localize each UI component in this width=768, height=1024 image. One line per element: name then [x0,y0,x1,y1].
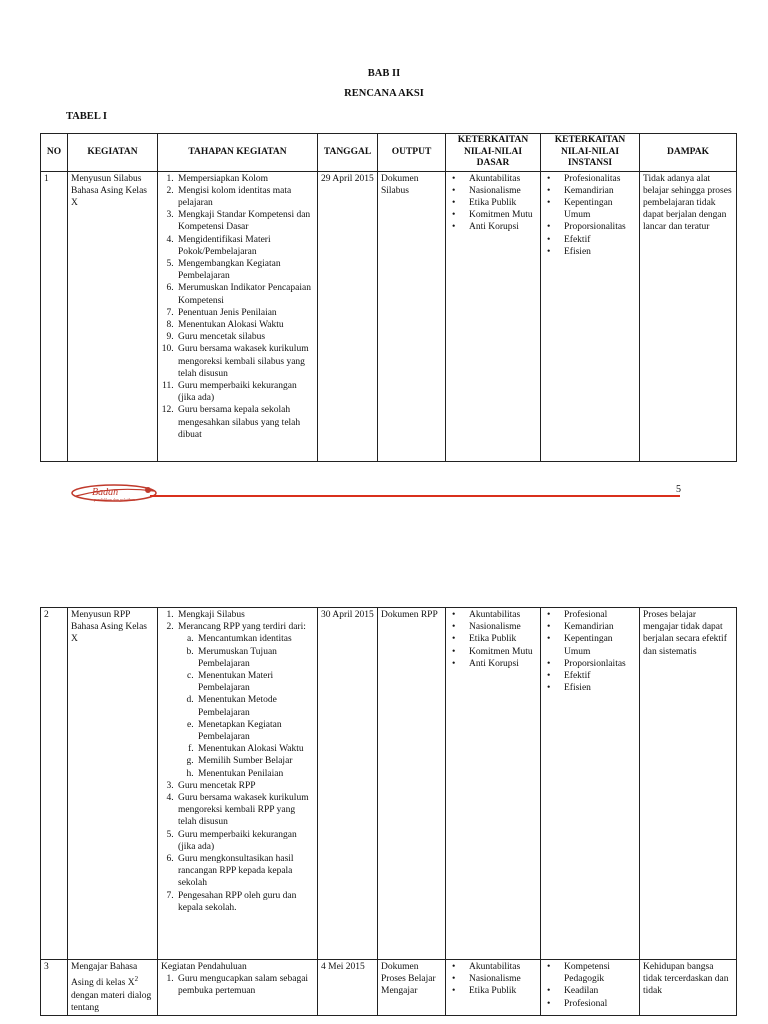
kegiatan-cell: Menyusun RPP Bahasa Asing Kelas X [68,608,158,960]
row-number: 1 [41,171,68,461]
row-number: 2 [41,608,68,960]
col-output: OUTPUT [378,134,446,172]
list-item: 3. Mengkaji Standar Kompetensi dan Kompetensi Dasar [176,209,314,233]
dampak-cell: Proses belajar mengajar tidak dapat berjalan secara efektif dan sistematis [640,608,737,960]
table-row [41,608,737,960]
action-plan-table [40,133,737,462]
list-item: 6. Guru mengkonsultasikan hasil rancangan RPP kepada kepala sekolah [176,853,314,890]
output-cell: Dokumen Silabus [378,171,446,461]
list-item: • Efektif [544,234,636,246]
nilai-dasar-list [449,609,537,670]
tanggal-cell: 29 April 2015 [318,171,378,461]
list-item: 1. Mempersiapkan Kolom [176,173,314,185]
list-item: • Profesional [544,609,636,621]
list-item: d. Menentukan Metode Pembelajaran [196,694,314,718]
list-item: • Akuntabilitas [449,609,537,621]
step-list [161,973,314,997]
kegiatan-text-rest: dengan materi dialog tentang [71,990,152,1013]
nilai-dasar-list [449,173,537,234]
nilai-dasar-cell [446,608,541,960]
action-plan-table-continued [40,607,737,1016]
page-title: RENCANA AKSI [344,88,424,99]
list-item: c. Menentukan Materi Pembelajaran [196,670,314,694]
substep-list [178,633,314,779]
dampak-cell: Kehidupan bangsa tidak tercerdaskan dan tidak [640,960,737,1016]
list-item: • Nasionalisme [449,185,537,197]
kegiatan-superscript: 2 [134,975,139,984]
list-item: • Profesional [544,998,636,1010]
list-item: 9. Guru mencetak silabus [176,331,314,343]
step-list [161,173,314,441]
footer-rule [150,495,680,497]
list-item: • Efisien [544,246,636,258]
tahapan-cell [158,608,318,960]
col-nilai-instansi: KETERKAITAN NILAI-NILAI INSTANSI [541,134,640,172]
nilai-dasar-list [449,961,537,998]
tanggal-cell: 4 Mei 2015 [318,960,378,1016]
list-item: • Keadilan [544,985,636,997]
kegiatan-cell: Menyusun Silabus Bahasa Asing Kelas X [68,171,158,461]
list-item: b. Merumuskan Tujuan Pembelajaran [196,646,314,670]
list-item: 10. Guru bersama wakasek kurikulum mengoreksi kembali silabus yang telah disusun [176,343,314,380]
output-cell: Dokumen RPP [378,608,446,960]
list-item: • Etika Publik [449,633,537,645]
col-tahapan: TAHAPAN KEGIATAN [158,134,318,172]
list-item: • Komitmen Mutu [449,646,537,658]
tahapan-cell [158,960,318,1016]
list-item: 2. Mengisi kolom identitas mata pelajaran [176,185,314,209]
list-item: • Etika Publik [449,985,537,997]
table-label: TABEL I [66,111,107,122]
row-number: 3 [41,960,68,1016]
step-list [161,609,314,914]
list-item-label: Merancang RPP yang terdiri dari: [178,622,306,633]
list-item: e. Menetapkan Kegiatan Pembelajaran [196,719,314,743]
nilai-instansi-cell [541,171,640,461]
list-item: h. Menentukan Penilaian [196,768,314,780]
list-item: 11. Guru memperbaiki kekurangan (jika ada) [176,380,314,404]
list-item [176,621,314,780]
list-item: • Proporsionlaitas [544,658,636,670]
list-item: 8. Menentukan Alokasi Waktu [176,319,314,331]
list-item: 4. Guru bersama wakasek kurikulum mengoreksi kembali RPP yang telah disusun [176,792,314,829]
list-item: 6. Merumuskan Indikator Pencapaian Kompetensi [176,282,314,306]
list-item: f. Menentukan Alokasi Waktu [196,743,314,755]
list-item: g. Memilih Sumber Belajar [196,755,314,767]
list-item: 7. Pengesahan RPP oleh guru dan kepala sekolah. [176,890,314,914]
logo-text: Badan [92,487,119,498]
kegiatan-cell [68,960,158,1016]
nilai-instansi-list [544,961,636,1010]
col-kegiatan: KEGIATAN [68,134,158,172]
page-number: 5 [676,484,681,495]
tahapan-cell [158,171,318,461]
col-no: NO [41,134,68,172]
list-item: • Komitmen Mutu [449,209,537,221]
nilai-dasar-cell [446,960,541,1016]
list-item: 3. Guru mencetak RPP [176,780,314,792]
list-item: • Kemandirian [544,621,636,633]
tanggal-cell: 30 April 2015 [318,608,378,960]
list-item: 1. Guru mengucapkan salam sebagai pembuka pertemuan [176,973,314,997]
col-tanggal: TANGGAL [318,134,378,172]
nilai-instansi-list [544,173,636,258]
dampak-cell: Tidak adanya alat belajar sehingga proses pembelajaran tidak dapat berjalan dengan lancar dan teratur [640,171,737,461]
badan-logo [70,483,160,508]
list-item: 5. Guru memperbaiki kekurangan (jika ada) [176,829,314,853]
list-item: • Profesionalitas [544,173,636,185]
list-item: • Kompetensi Pedagogik [544,961,636,985]
list-item: • Anti Korupsi [449,658,537,670]
list-item: • Nasionalisme [449,621,537,633]
list-item: • Kepentingan Umum [544,633,636,657]
list-item: 7. Penentuan Jenis Penilaian [176,307,314,319]
list-item: • Kepentingan Umum [544,197,636,221]
table-row [41,960,737,1016]
nilai-dasar-cell [446,171,541,461]
list-item: 1. Mengkaji Silabus [176,609,314,621]
tahapan-intro: Kegiatan Pendahuluan [161,962,247,972]
col-dampak: DAMPAK [640,134,737,172]
list-item: • Akuntabilitas [449,961,537,973]
col-nilai-dasar: KETERKAITAN NILAI-NILAI DASAR [446,134,541,172]
logo-tagline: pendidikan dan pelatihan [94,497,135,502]
nilai-instansi-cell [541,608,640,960]
nilai-instansi-cell [541,960,640,1016]
list-item: • Efektif [544,670,636,682]
list-item: 4. Mengidentifikasi Materi Pokok/Pembelajaran [176,234,314,258]
table-header-row [41,134,737,172]
list-item: • Akuntabilitas [449,173,537,185]
nilai-instansi-list [544,609,636,694]
list-item: • Kemandirian [544,185,636,197]
list-item: • Efisien [544,682,636,694]
chapter-heading: BAB II [367,68,401,79]
list-item: • Proporsionalitas [544,221,636,233]
output-cell: Dokumen Proses Belajar Mengajar [378,960,446,1016]
list-item: • Anti Korupsi [449,221,537,233]
list-item: a. Mencantumkan identitas [196,633,314,645]
list-item: • Nasionalisme [449,973,537,985]
kegiatan-text: Mengajar Bahasa Asing di kelas X [71,962,138,989]
list-item: 5. Mengembangkan Kegiatan Pembelajaran [176,258,314,282]
table-row [41,171,737,461]
list-item: • Etika Publik [449,197,537,209]
list-item: 12. Guru bersama kepala sekolah mengesahkan silabus yang telah dibuat [176,404,314,441]
